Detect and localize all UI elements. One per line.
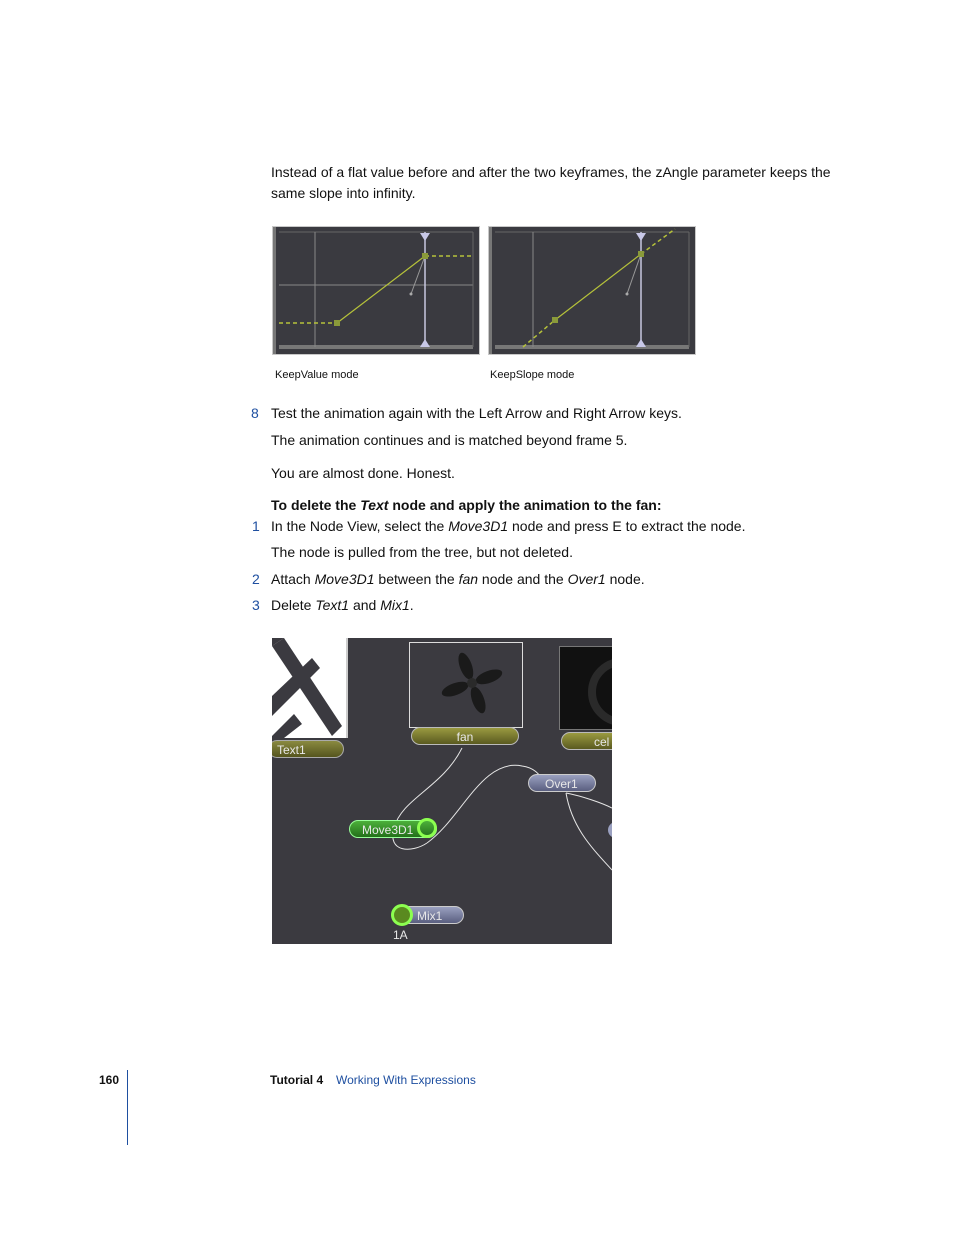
keepslope-graph <box>488 226 696 355</box>
right-arrow-key: Right Arrow <box>572 405 646 421</box>
step-2-number: 2 <box>252 571 260 587</box>
step-2-i3: Over1 <box>567 571 606 587</box>
step-1-pre: In the Node View, select the <box>271 518 449 534</box>
step-8-text <box>271 403 831 424</box>
task-heading-pre: To delete the <box>271 497 361 513</box>
mix1-badge: 1A <box>393 928 408 942</box>
keepvalue-graph-svg <box>273 227 479 354</box>
cel-node[interactable]: cel <box>561 732 612 750</box>
step-2-post: node. <box>605 571 645 587</box>
almost-done-paragraph: You are almost done. Honest. <box>271 465 455 481</box>
continues-paragraph: The animation continues and is matched beyond frame 5. <box>271 432 628 448</box>
text1-node[interactable]: Text1 <box>272 740 344 758</box>
footer-title[interactable]: Working With Expressions <box>336 1073 476 1087</box>
step-3-mid: and <box>349 597 381 613</box>
step-8-pre: Test the animation again with the <box>271 405 479 421</box>
step-1-post: node and press E to extract the node. <box>508 518 746 534</box>
left-arrow-key: Left Arrow <box>478 405 542 421</box>
step-3-number: 3 <box>252 597 260 613</box>
move3d1-output-ring <box>417 818 437 838</box>
step-3-pre: Delete <box>271 597 316 613</box>
cel-image <box>560 647 612 729</box>
step-2-text <box>271 569 645 590</box>
footer-rule <box>127 1070 128 1145</box>
step-2-m2: node and the <box>478 571 568 587</box>
step-2-m1: between the <box>374 571 459 587</box>
task-heading-italic: Text <box>360 497 389 513</box>
task-heading <box>271 495 662 516</box>
mix1-input-ring <box>391 904 413 926</box>
fan-thumbnail <box>409 642 523 728</box>
step-1-italic: Move3D1 <box>448 518 509 534</box>
step-1-text <box>271 516 746 537</box>
step-1-note: The node is pulled from the tree, but not deleted. <box>271 544 573 560</box>
cel-thumbnail <box>559 646 612 730</box>
keepslope-graph-svg <box>489 227 695 354</box>
step-8-number: 8 <box>251 405 259 421</box>
step-8-mid: and <box>541 405 573 421</box>
step-2-i2: fan <box>458 571 479 587</box>
fan-icon <box>410 643 522 727</box>
over1-node[interactable]: Over1 <box>528 774 596 792</box>
footer-chapter: Tutorial 4 <box>270 1073 324 1087</box>
move3d1-node[interactable]: Move3D1 <box>349 820 437 838</box>
step-2-i1: Move3D1 <box>314 571 375 587</box>
intro-paragraph: Instead of a flat value before and after the two keyframes, the zAngle parameter keeps the same slope into infinity. <box>271 164 831 201</box>
keepvalue-graph <box>272 226 480 355</box>
keepvalue-caption: KeepValue mode <box>275 369 359 381</box>
fan-node[interactable]: fan <box>411 727 519 745</box>
step-1-number: 1 <box>252 518 260 534</box>
step-8-post: keys. <box>645 405 682 421</box>
node-view <box>272 638 612 944</box>
step-3-post: . <box>409 597 414 613</box>
mix1-node[interactable]: Mix1 <box>394 906 464 924</box>
step-3-i2: Mix1 <box>380 597 410 613</box>
task-heading-post: node and apply the animation to the fan: <box>388 497 662 513</box>
page-number: 160 <box>99 1073 120 1087</box>
keepslope-caption: KeepSlope mode <box>490 369 575 381</box>
step-3-i1: Text1 <box>315 597 350 613</box>
step-3-text <box>271 595 414 616</box>
step-2-pre: Attach <box>271 571 315 587</box>
